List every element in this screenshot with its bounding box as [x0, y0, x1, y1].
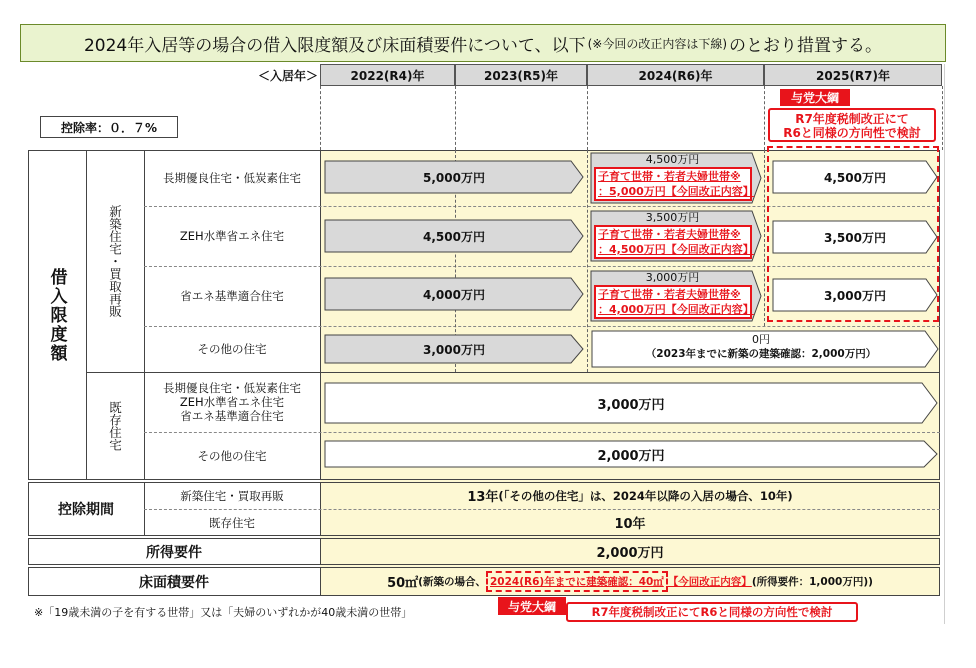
arrow-existing-main — [324, 382, 938, 424]
floor-value-post: (所得要件：1,000万円)) — [751, 576, 873, 588]
r6-long-term-cell — [590, 152, 755, 204]
value-existing-other: 2,000万円 — [597, 448, 665, 464]
right-edge-line — [944, 64, 945, 624]
floor-value-red: 2024(R6)年までに建築確認：40㎡ — [489, 576, 664, 588]
arrow-energy-r4r5 — [324, 277, 584, 311]
period-existing-name: 既存住宅 — [209, 515, 255, 530]
existing-housing-label: 既存住宅 — [107, 401, 123, 451]
row-label-existing-main — [144, 372, 320, 432]
r7-ruling-party-tag: 与党大綱 — [780, 89, 850, 106]
other-new-r6r7-line2: （2023年までに新築の建築確認：2,000万円） — [645, 348, 877, 360]
period-new-note: (「その他の住宅」は、2024年以降の入居の場合、10年) — [498, 488, 793, 503]
value-long-term-r4r5: 5,000万円 — [423, 170, 485, 185]
arrow-long-term-r4r5 — [324, 160, 584, 194]
period-existing-value: 10年 — [614, 517, 646, 532]
value-zeh-r4r5: 4,500万円 — [423, 229, 485, 244]
arrow-existing-other — [324, 440, 938, 468]
floor-label: 床面積要件 — [139, 574, 209, 591]
arrow-zeh-r4r5 — [324, 219, 584, 253]
r6-energy-red-box — [594, 285, 752, 319]
column-divider — [587, 150, 588, 372]
period-label: 控除期間 — [58, 502, 114, 518]
other-new-r6r7-line1: 0円 — [752, 333, 770, 346]
period-new-name: 新築住宅・買取再販 — [180, 488, 284, 503]
year-header-2022: 2022(R4)年 — [320, 64, 455, 86]
r6-long-term-red-box — [594, 167, 752, 201]
income-value: 2,000万円 — [596, 546, 664, 561]
value-existing-main: 3,000万円 — [597, 397, 665, 413]
r6-energy-cell — [590, 270, 755, 322]
r6-long-term-base: 4,500万円 — [645, 153, 700, 166]
value-zeh-r7: 3,500万円 — [824, 230, 886, 245]
bottom-note-box: R7年度税制改正にてR6と同様の方向性で検討 — [566, 602, 858, 622]
income-label: 所得要件 — [146, 544, 202, 561]
column-divider — [764, 86, 765, 150]
r6-long-term-red-line2: ：5,000万円【今回改正内容】 — [598, 185, 754, 198]
footnote: ※「19歳未満の子を有する世帯」又は「夫婦のいずれかが40歳未満の世帯」 — [34, 606, 413, 619]
row-label-zeh: ZEH水準省エネ住宅 — [179, 229, 285, 243]
row-label-long-term: 長期優良住宅・低炭素住宅 — [163, 171, 301, 185]
year-label: ＜入居年＞ — [257, 68, 318, 83]
period-new-big: 13年 — [467, 490, 499, 505]
r6-zeh-base: 3,500万円 — [645, 211, 700, 224]
year-header-2023: 2023(R5)年 — [455, 64, 587, 86]
r6-energy-red-line2: ：4,000万円【今回改正内容】 — [598, 303, 754, 316]
column-divider — [455, 86, 456, 150]
title-note: (※今回の改正内容は下線) — [587, 36, 727, 51]
r6-energy-base: 3,000万円 — [645, 271, 700, 284]
floor-value-pre: (新築の場合、 — [418, 576, 486, 588]
page-title — [20, 24, 946, 62]
column-divider — [587, 86, 588, 150]
r7-note-box — [768, 108, 936, 142]
row-label-energy-standard: 省エネ基準適合住宅 — [180, 289, 284, 303]
title-main-before: 2024年入居等の場合の借入限度額及び床面積要件について、以下 — [83, 35, 586, 56]
period-new-value — [320, 482, 940, 509]
r6-zeh-cell — [590, 210, 755, 262]
row-label-other-new: その他の住宅 — [197, 342, 267, 356]
value-energy-r7: 3,000万円 — [824, 288, 886, 303]
r6-zeh-red-line1: 子育て世帯・若者夫婦世帯※ — [598, 228, 741, 241]
floor-value-big: 50㎡ — [387, 576, 419, 591]
existing-main-name-2: ZEH水準省エネ住宅 — [179, 395, 285, 409]
r7-note-line1: R7年度税制改正にて — [795, 112, 909, 126]
existing-main-name-1: 長期優良住宅・低炭素住宅 — [163, 381, 301, 395]
r7-note-line2: R6と同様の方向性で検討 — [783, 126, 921, 140]
arrow-zeh-r7 — [772, 220, 938, 254]
existing-main-name-3: 省エネ基準適合住宅 — [180, 409, 284, 423]
new-housing-label: 新築住宅・買取再販 — [107, 204, 123, 318]
deduction-rate-box: 控除率：０．７% — [40, 116, 178, 138]
arrow-long-term-r7 — [772, 160, 938, 194]
floor-dashed-box — [486, 571, 668, 592]
title-main-after: のとおり措置する。 — [729, 35, 882, 56]
divider — [320, 150, 321, 480]
r6-zeh-red-box — [594, 225, 752, 259]
value-other-new-r4r5: 3,000万円 — [423, 342, 485, 357]
year-header-2025: 2025(R7)年 — [764, 64, 942, 86]
floor-value — [320, 567, 940, 596]
arrow-other-new-r4r5 — [324, 334, 584, 364]
limit-section-label: 借入限度額 — [46, 267, 67, 363]
bottom-ruling-party-tag: 与党大綱 — [498, 597, 566, 615]
value-energy-r4r5: 4,000万円 — [423, 287, 485, 302]
other-new-r6r7-text — [591, 331, 931, 367]
column-divider — [764, 150, 765, 326]
value-long-term-r7: 4,500万円 — [824, 170, 886, 185]
year-header-2024: 2024(R6)年 — [587, 64, 764, 86]
r6-energy-red-line1: 子育て世帯・若者夫婦世帯※ — [598, 288, 741, 301]
row-label-existing-other: その他の住宅 — [197, 449, 267, 463]
r6-zeh-red-line2: ：4,500万円【今回改正内容】 — [598, 243, 754, 256]
arrow-energy-r7 — [772, 278, 938, 312]
floor-value-red2: 【今回改正内容】 — [667, 576, 752, 588]
column-divider — [942, 86, 943, 150]
r6-long-term-red-line1: 子育て世帯・若者夫婦世帯※ — [598, 170, 741, 183]
column-divider — [320, 86, 321, 150]
